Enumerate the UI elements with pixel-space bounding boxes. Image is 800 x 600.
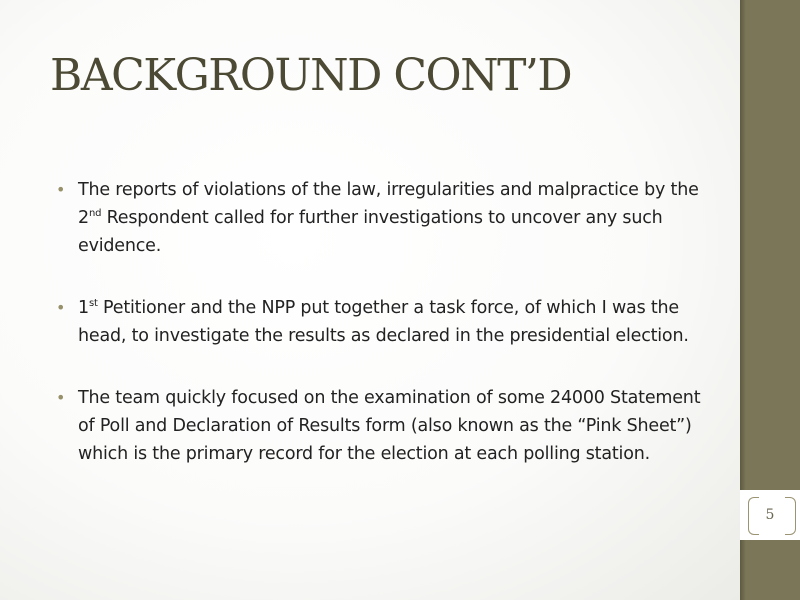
left-bracket-icon (748, 497, 759, 535)
slide-title: BACKGROUND CONT’D (50, 50, 572, 101)
bullet-item-1 (78, 176, 718, 260)
bullet-2-text-b: Petitioner and the NPP put together a task force, of which I was the head, to investigate the results as declared in the presidential election. (78, 298, 689, 346)
page-number-badge (740, 490, 800, 540)
bullet-1-superscript: nd (88, 208, 102, 220)
bullet-2-superscript: st (88, 298, 98, 310)
bullet-item-2 (78, 294, 718, 350)
bullet-list (78, 176, 718, 502)
bullet-item-3 (78, 384, 718, 468)
bullet-1-text-a: The reports of violations of the law, irregularities and malpractice by the 2 (78, 180, 699, 228)
bullet-1-text-b: Respondent called for further investigations to uncover any such evidence. (78, 208, 663, 256)
bullet-3-text: The team quickly focused on the examination of some 24000 Statement of Poll and Declaration of Results form (also known as the “Pink Sheet”) which is the primary record for the election at each polling station. (78, 388, 701, 464)
bullet-2-text-a: 1 (78, 298, 89, 318)
right-bracket-icon (785, 497, 796, 535)
page-number: 5 (765, 507, 775, 523)
